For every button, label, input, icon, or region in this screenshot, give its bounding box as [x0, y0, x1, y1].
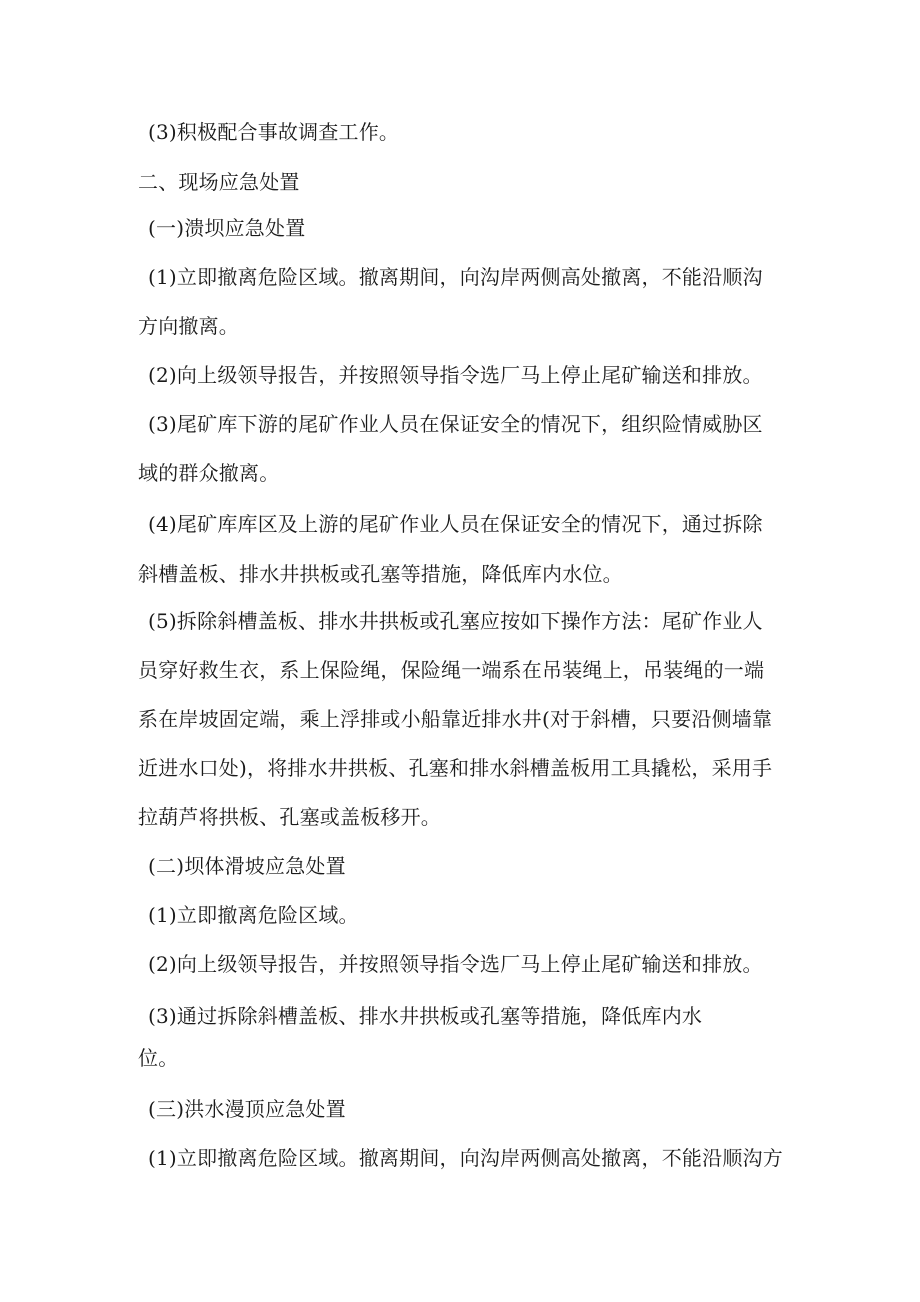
subsection-heading: (三)洪水漫顶应急处置	[148, 1097, 346, 1121]
text-line: (3)通过拆除斜槽盖板、排水井拱板或孔塞等措施，降低库内水	[148, 1004, 703, 1028]
text-line: (3)尾矿库下游的尾矿作业人员在保证安全的情况下，组织险情威胁区	[148, 412, 763, 436]
text-line: (2)向上级领导报告，并按照领导指令选厂马上停止尾矿输送和排放。	[148, 952, 763, 976]
text-line: (1)立即撤离危险区域。	[148, 903, 359, 927]
text-line: 员穿好救生衣，系上保险绳，保险绳一端系在吊装绳上，吊装绳的一端	[138, 658, 765, 682]
section-heading: 二、现场应急处置	[138, 170, 300, 194]
text-line: 域的群众撤离。	[138, 461, 280, 485]
text-line: 系在岸坡固定端，乘上浮排或小船靠近排水井(对于斜槽，只要沿侧墙靠	[138, 707, 773, 731]
text-line: 位。	[138, 1046, 179, 1070]
text-line: 近进水口处)，将排水井拱板、孔塞和排水斜槽盖板用工具撬松，采用手	[138, 756, 773, 780]
text-line: 方向撤离。	[138, 314, 239, 338]
subsection-heading: (一)溃坝应急处置	[148, 216, 306, 240]
text-line: 斜槽盖板、排水井拱板或孔塞等措施，降低库内水位。	[138, 562, 623, 586]
text-line: (4)尾矿库库区及上游的尾矿作业人员在保证安全的情况下，通过拆除	[148, 512, 763, 536]
text-line: (1)立即撤离危险区域。撤离期间，向沟岸两侧高处撤离，不能沿顺沟方	[148, 1146, 783, 1170]
text-line: (2)向上级领导报告，并按照领导指令选厂马上停止尾矿输送和排放。	[148, 363, 763, 387]
text-line: (3)积极配合事故调查工作。	[148, 120, 400, 144]
subsection-heading: (二)坝体滑坡应急处置	[148, 854, 346, 878]
text-line: (1)立即撤离危险区域。撤离期间，向沟岸两侧高处撤离，不能沿顺沟	[148, 265, 763, 289]
text-line: 拉葫芦将拱板、孔塞或盖板移开。	[138, 805, 441, 829]
text-line: (5)拆除斜槽盖板、排水井拱板或孔塞应按如下操作方法：尾矿作业人	[148, 609, 763, 633]
